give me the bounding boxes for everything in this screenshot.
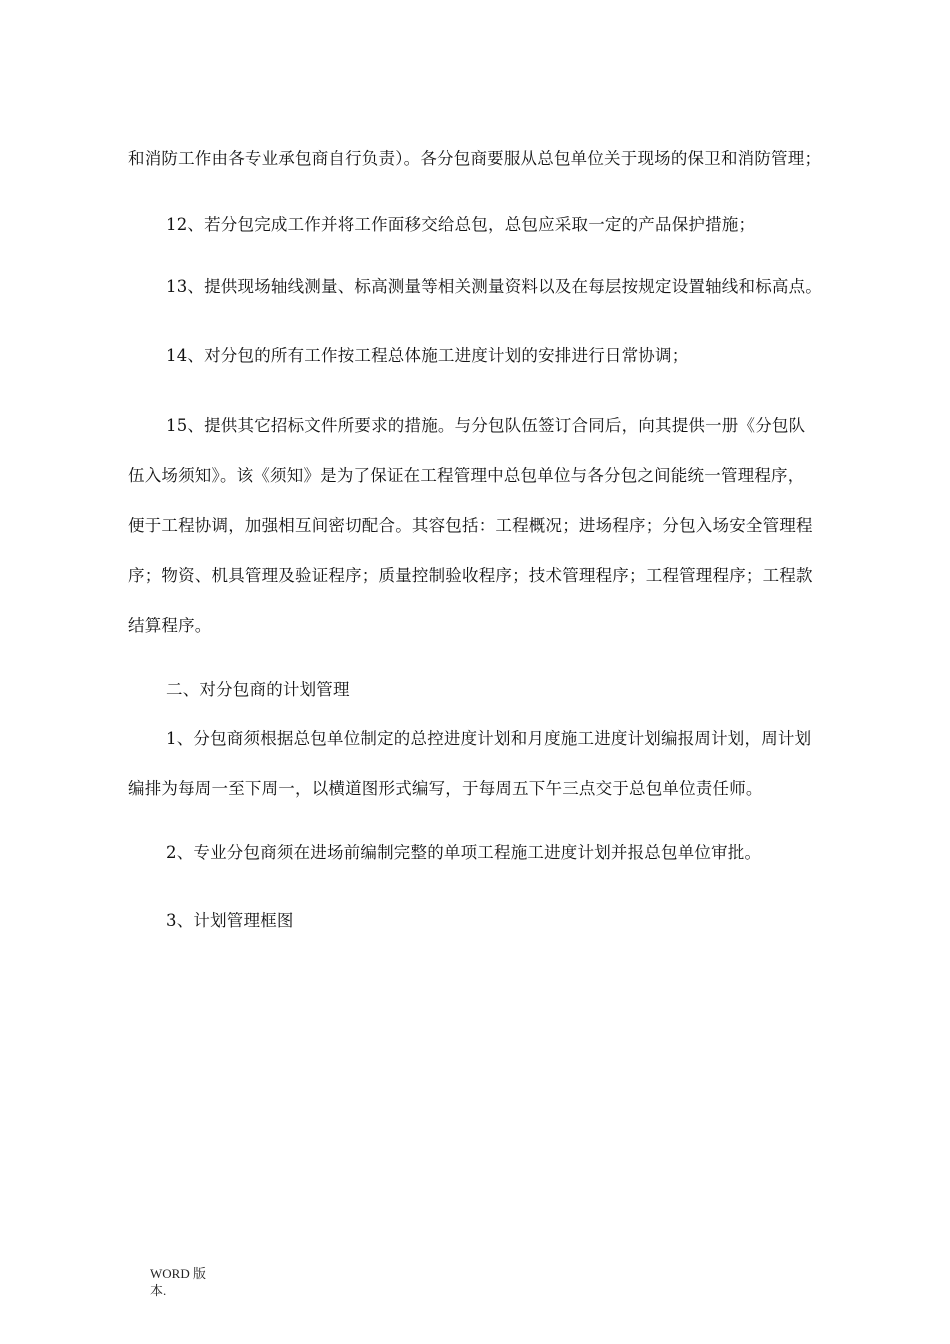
footer-line-1: WORD 版 <box>150 1266 206 1281</box>
list-item-15-line-5: 结算程序。 <box>128 616 212 635</box>
list-item-15-line-2: 伍入场须知》。该《须知》是为了保证在工程管理中总包单位与各分包之间能统一管理程序， <box>128 466 805 485</box>
plan-item-3: 3、计划管理框图 <box>166 911 294 930</box>
list-item-12: 12、若分包完成工作并将工作面移交给总包，总包应采取一定的产品保护措施； <box>166 215 756 234</box>
plan-item-1-line-2: 编排为每周一至下周一，以横道图形式编写，于每周五下午三点交于总包单位责任师。 <box>128 779 763 798</box>
plan-item-2: 2、专业分包商须在进场前编制完整的单项工程施工进度计划并报总包单位审批。 <box>166 843 762 862</box>
paragraph-fire-management: 和消防工作由各专业承包商自行负责）。各分包商要服从总包单位关于现场的保卫和消防管理； <box>128 149 822 168</box>
plan-item-1-line-1: 1、分包商须根据总包单位制定的总控进度计划和月度施工进度计划编报周计划，周计划 <box>166 729 812 748</box>
list-item-15-line-3: 便于工程协调，加强相互间密切配合。其容包括：工程概况；进场程序；分包入场安全管理程 <box>128 516 813 535</box>
section-heading-plan-management: 二、对分包商的计划管理 <box>166 680 350 699</box>
list-item-13: 13、提供现场轴线测量、标高测量等相关测量资料以及在每层按规定设置轴线和标高点。 <box>166 277 822 296</box>
list-item-15-line-4: 序；物资、机具管理及验证程序；质量控制验收程序；技术管理程序；工程管理程序；工程款 <box>128 566 813 585</box>
page-footer <box>150 1265 206 1299</box>
footer-line-2: 本. <box>150 1283 167 1298</box>
list-item-15-line-1: 15、提供其它招标文件所要求的措施。与分包队伍签订合同后，向其提供一册《分包队 <box>166 416 806 435</box>
list-item-14: 14、对分包的所有工作按工程总体施工进度计划的安排进行日常协调； <box>166 346 689 365</box>
